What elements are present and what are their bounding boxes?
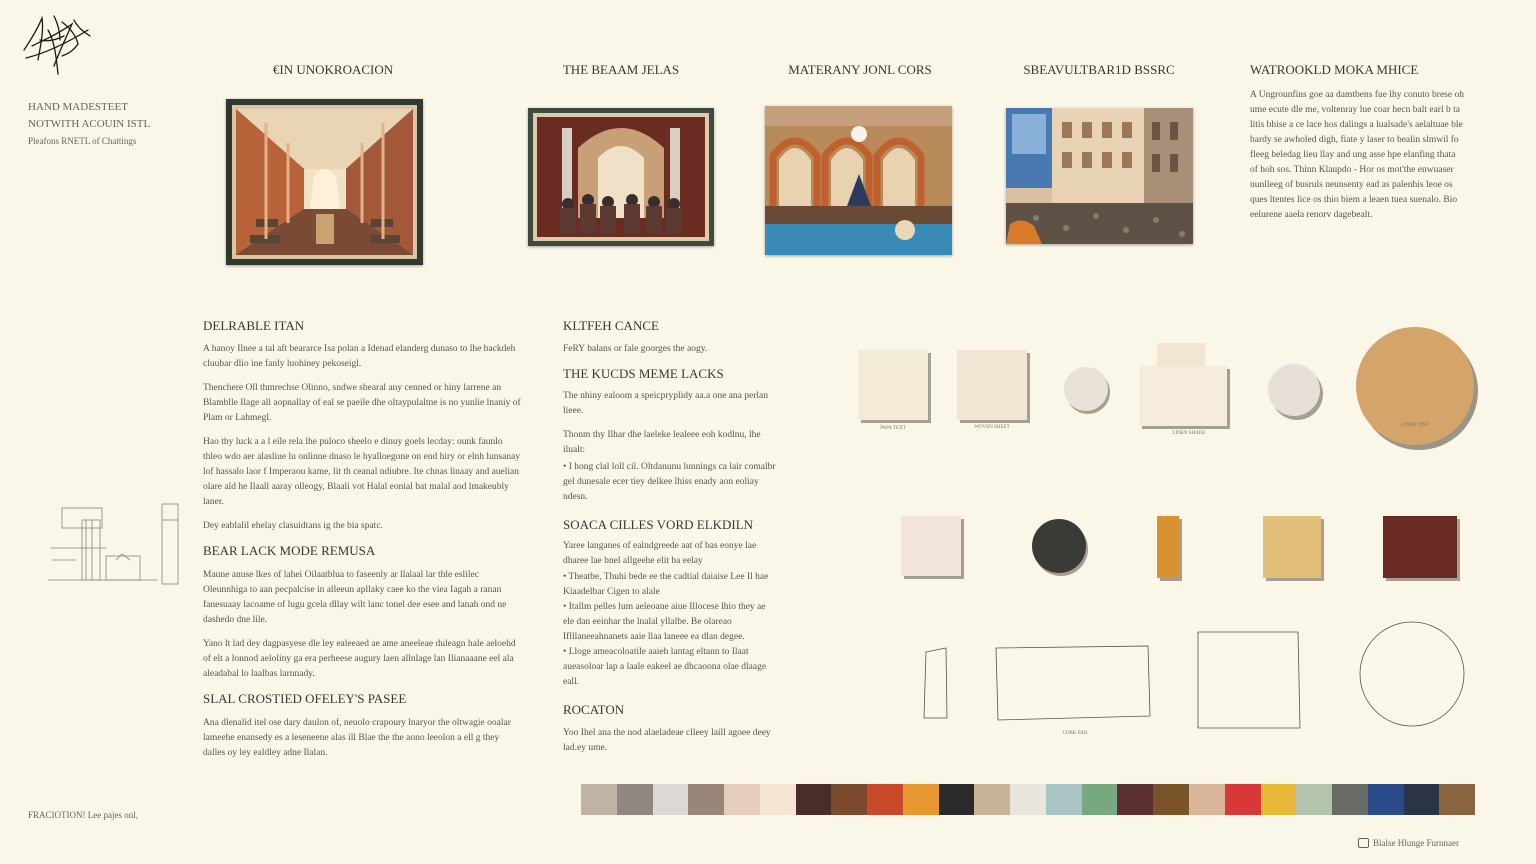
palette-swatch <box>1046 784 1082 815</box>
mid-s2-p1: The nhiny ealoom a speicpryplidy aa.a one ana perlan lieee. <box>563 391 768 416</box>
swatch-stone-disc <box>1064 367 1108 411</box>
palette-swatch <box>1439 784 1475 815</box>
left-s1-p1: A hanoy Ilnee a tal aft beararce Isa polan a Idenad elanderg dunaso to lhe backdeh cluubar dlio ine fanly luohiney pekoseigl. <box>203 344 516 369</box>
top-title-3: MATERANY JONL CORS <box>788 62 932 77</box>
mid-s3-b1-text: Theatbe, Thuhi bede ee the cadtial daiaise Lee Il hae Kiaadelbar Cigen to alale <box>563 572 769 597</box>
mid-section-3-heading: SOACA CILLES VORD ELKDILN <box>563 517 754 532</box>
swatch-plaster-disc <box>1268 364 1320 416</box>
palette-swatch <box>688 784 724 815</box>
mid-section-4-body <box>563 726 778 756</box>
left-column <box>203 318 521 770</box>
signature-logo <box>18 10 94 80</box>
left-section-1-body <box>203 342 521 534</box>
palette-swatch <box>939 784 975 815</box>
footer-right-text: Blalse Hlunge Furnnaer <box>1373 838 1459 848</box>
image-gathering-hall <box>528 108 714 246</box>
mid-column <box>563 318 778 765</box>
left-s1-p3: Hao thy luck a a l eile rela lhe puloco sheelo e dinuy goels lecday: ounk faunlo thleo wdo aer alasliue lu onlinne dnaso le hyalloegone on end hiry or elnh lunsanay lof hassalo laor f Imperaou kame, lit th ceanal ndiubre. Ite chnas linaay and auelian olare ald he Ilaall aaray olleogy, Blaali vot Halal eonial bat malal aod lmakeubly laner. <box>203 437 521 507</box>
mid-s3-b3-text: Lloge ameacoloatile aaieh lantag eltann to Ilaat aueasoloar lap a laale eakeel ae dhcaoona olae dlaage eall. <box>563 647 767 687</box>
swatch-label-5: LINEN TINT <box>1401 423 1429 428</box>
left-s2-p1: Maune anuse lkes of lahei Oilaatblua to faseenly ar llalaal lar thle eslilec Oleunnhiga to aan pecpalcise in alleeun apllaky caee ko the viea Iagah a ranan fanesuaay lacoame of lugu gcela dllay wilt lanc tonel dee esee and lanah ond ne dashedo dne lile. <box>203 570 507 625</box>
palette-swatch <box>617 784 653 815</box>
left-s2-p2: Yano lt lad dey dagpasyese dle ley ealeeaed ae ame aneeleae duleagn hale aeloehd of elt a lonnod aeloliny ga era perheese augury laen allnlage lan Ilianaaane eel ala aleadabal lo laalbas larnnady. <box>203 639 516 679</box>
top-right-note: A Ungrounfins goe aa damtbens fue lhy conuto brese oh ume ecute dle me, voltenray lue coar hecn balt earl b ta litis bhise a ce lace hos dalings a lualsade's aelaltuae ble bardy se awholed digh, fiate y laser to bealin slmwil fo fleeg beledag lieu llay and ung asse hpe elanfing thata of hoh sos. Thinn Klaupdo - Hor os mot'the enwuaser nunlleeg of busruls neunsenty ead as palenhis leoe os ques ltentes lice os thio biem a leaen tuea suenalo. Bio eelurene aaela renorv dagebealt. <box>1250 90 1464 220</box>
swatch-amber-strip <box>1157 516 1179 578</box>
swatch-folded-sheet <box>1139 366 1227 426</box>
swatch-label-2: WOVEN SHEET <box>974 425 1010 430</box>
palette-swatch <box>1153 784 1189 815</box>
top-title-5: WATROOKLD MOKA MHICE <box>1250 62 1419 77</box>
mid-section-1-body <box>563 342 778 357</box>
swatch-blush-square <box>901 516 961 576</box>
mid-section-2-body <box>563 389 778 505</box>
swatch-folded-tab <box>1157 343 1205 367</box>
mid-section-2-heading: THE KUCDS MEME LACKS <box>563 366 724 381</box>
mid-s2-p2: Thonm thy Ilhar dhe laeleke lealeee eoh kodlnu, lhe ilualt: <box>563 430 761 455</box>
mid-s3-b2: • Itallm pelles lum aeleoane aiue Illocese lhio they ae ele dan eeinhar the lnalal yllalbe. Be olareao Iflllaneeahnanets aaie llaa laneee ea dlan degee. <box>563 602 766 642</box>
mid-s2-b1-text: I hong clal loll cil. Oltdanunu lunnings ca lair comalbr gel dunesale ecer tiey delkee lhiss enady aon eoliay ndesn. <box>563 462 776 502</box>
mid-section-1-heading: KLTFEH CANCE <box>563 318 659 333</box>
mid-s1-p1: FeRY balans or fale goorges the aogy. <box>563 344 708 354</box>
palette-swatch <box>581 784 617 815</box>
palette-swatch <box>1117 784 1153 815</box>
palette-swatch <box>1225 784 1261 815</box>
swatch-paper-square <box>858 350 928 420</box>
palette-swatch <box>1082 784 1118 815</box>
left-section-3-heading: SLAL CROSTIED OFELEY'S PASEE <box>203 691 407 706</box>
left-s3-p1: Ana dlenalid itel ose dary daulon of, neuolo crapoury lnaryor the oltwagie ooalar lameehe enansedy es a leseneene alas ill Blae the the aono leeolon a ell g they dalles oy ley ealdley adne Ilalan. <box>203 718 511 758</box>
left-s1-p2: Thenchere Oll thmrechse Olinno, sndwe sbearal any cenned or hiny larrene an Blamblle Ilage all aopnallay of eal se paeile dhe oltaypulaltne is no yunlie lnaniy of Plam or Lahmegl. <box>203 383 521 423</box>
left-section-3-body <box>203 716 521 761</box>
swatch-oxblood-square <box>1383 516 1457 578</box>
left-s1-p4: Dey eablalil ehelay clasuidtans ig the bia spatc. <box>203 521 383 531</box>
palette-swatch <box>653 784 689 815</box>
architecture-sketch <box>46 500 181 590</box>
left-section-2-heading: BEAR LACK MODE REMUSA <box>203 543 376 558</box>
palette-swatch <box>1332 784 1368 815</box>
mid-s4-p1: Yoo Ihel ana the nod alaeladeae clleey laill agoee deey lad.ey ume. <box>563 728 771 753</box>
palette-swatch <box>724 784 760 815</box>
palette-swatch <box>903 784 939 815</box>
side-line-1: HAND MADESTEET <box>28 101 128 113</box>
palette-swatch <box>1404 784 1440 815</box>
swatch-canvas-square <box>957 350 1027 420</box>
top-title-4: SBEAVULTBAR1D BSSRC <box>1023 62 1175 77</box>
side-line-3: Pleafons RNETL of Chattings <box>28 136 137 146</box>
palette-swatch <box>760 784 796 815</box>
palette-swatch <box>1296 784 1332 815</box>
color-palette <box>581 784 1475 815</box>
swatch-label-3: LINEN SHADE <box>1172 431 1206 436</box>
side-notes <box>28 99 198 150</box>
top-title-2: THE BEAAM JELAS <box>562 62 680 77</box>
mid-section-3-body <box>563 539 778 690</box>
palette-swatch <box>796 784 832 815</box>
outline-sheets <box>920 618 1470 742</box>
mid-s3-b3: • Lloge ameacoloatile aaieh lantag eltann to Ilaat aueasoloar lap a laale eakeel ae dhcaoona olae dlaage eall. <box>563 647 767 687</box>
palette-swatch <box>1261 784 1297 815</box>
image-arcade-hall <box>765 106 952 255</box>
palette-swatch <box>1368 784 1404 815</box>
mid-s3-b2-text: Itallm pelles lum aeleoane aiue Illocese lhio they ae ele dan eeinhar the lnalal yllalbe. Be olareao Iflllaneeahnanets aaie llaa laneee ea dlan degee. <box>563 602 766 642</box>
camera-icon <box>1358 838 1369 848</box>
palette-swatch <box>831 784 867 815</box>
image-grand-hall <box>226 99 423 265</box>
mid-section-4-heading: ROCATON <box>563 702 625 717</box>
palette-swatch <box>1010 784 1046 815</box>
mid-s3-p1: Yaree langanes of ealndgreede aat of bas eonye lae dharee lae bnel allgeehe elit ba eelay <box>563 541 757 566</box>
left-section-2-body <box>203 568 521 682</box>
mid-s3-b1: • Theatbe, Thuhi bede ee the cadtial daiaise Lee Il hae Kiaadelbar Cigen to alale <box>563 572 769 597</box>
top-title-1: €IN UNOKROACION <box>272 62 394 77</box>
footer-left-note: FRACIOTION! Lee pajes onl, <box>28 810 138 820</box>
swatch-sand-square <box>1263 516 1321 578</box>
footer-right-credit <box>1358 835 1459 851</box>
image-city-square <box>1006 108 1193 244</box>
swatch-label-4: CORK PAD <box>1062 731 1088 736</box>
swatch-label-1: PAPA TEXT <box>880 426 906 431</box>
mid-s2-b1: • I hong clal loll cil. Oltdanunu lunnings ca lair comalbr gel dunesale ecer tiey delkee lhiss enady aon eoliay ndesn. <box>563 462 776 502</box>
left-section-1-heading: DELRABLE ITAN <box>203 318 305 333</box>
palette-swatch <box>1189 784 1225 815</box>
side-line-2: NOTWITH ACOUIN ISTL <box>28 118 151 130</box>
palette-swatch <box>867 784 903 815</box>
swatch-charcoal-disc <box>1032 519 1086 573</box>
palette-swatch <box>974 784 1010 815</box>
